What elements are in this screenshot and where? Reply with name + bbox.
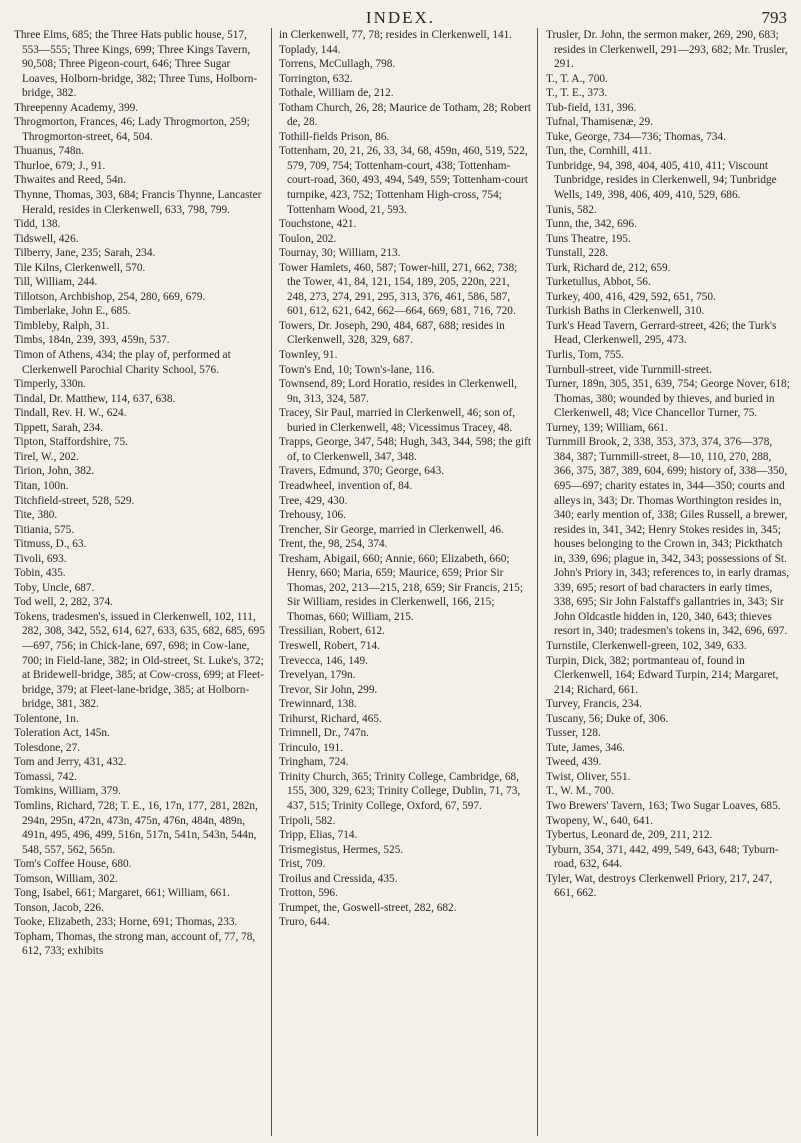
index-entry: Tomlins, Richard, 728; T. E., 16, 17n, 177, 281, 282n, 294n, 295n, 472n, 473n, 475n, 476n, 484n, 489n, 491n, 495, 496, 499, 516n, 517n, 541n, 543n, 544n, 548, 557, 562, 565n. bbox=[14, 799, 258, 856]
index-entry: Tuscany, 56; Duke of, 306. bbox=[546, 712, 669, 725]
index-entry: Toleration Act, 145n. bbox=[14, 727, 110, 740]
index-entry: Throgmorton, Frances, 46; Lady Throgmorton, 259; Throgmorton-street, 64, 504. bbox=[14, 116, 250, 143]
index-entry: Tilberry, Jane, 235; Sarah, 234. bbox=[14, 247, 156, 260]
index-entry: Treadwheel, invention of, 84. bbox=[279, 479, 413, 492]
index-entry: Three Elms, 685; the Three Hats public house, 517, 553—555; Three Kings, 699; Three Kings Tavern, 90,508; Three Pigeon-court, 646; Three Sugar Loaves, Holborn-bridge, 382; Three Tuns, Holborn-bridge, 382. bbox=[14, 29, 258, 100]
index-entry: Trencher, Sir George, married in Clerkenwell, 46. bbox=[279, 523, 504, 536]
index-entry: Titmuss, D., 63. bbox=[14, 538, 87, 551]
index-entry: Tokens, tradesmen's, issued in Clerkenwell, 102, 111, 282, 308, 342, 552, 614, 627, 633, 635, 682, 685, 695—697, 756; in Chick-lane, 697, 698; in Cow-lane, 700; in Field-lane, 382; in Old-street, St. Luke's, 372; at Bridewell-bridge, 385; at Cow-cross, 699; at Fleet-bridge, 379; at Fleet-lane-bridge, 385; at Holborn-bridge, 381, 382. bbox=[14, 610, 265, 711]
index-entry: Tothale, William de, 212. bbox=[279, 87, 394, 100]
index-entry: Tomkins, William, 379. bbox=[14, 785, 121, 798]
column-divider bbox=[537, 28, 538, 1136]
index-entry: Turk's Head Tavern, Gerrard-street, 426; the Turk's Head, Clerkenwell, 295, 473. bbox=[546, 319, 777, 347]
index-entry: Twopeny, W., 640, 641. bbox=[546, 814, 654, 827]
index-entry: Turner, 189n, 305, 351, 639, 754; George Nover, 618; Thomas, 380; wounded by thieves, and buried in Clerkenwell, 48; Vice Chancellor Turner, 75. bbox=[546, 378, 790, 420]
index-entry: Titiania, 575. bbox=[14, 523, 75, 536]
index-entry: Tripp, Elias, 714. bbox=[279, 829, 358, 842]
index-entry: Tirion, John, 382. bbox=[14, 465, 95, 478]
index-column-3 bbox=[546, 28, 790, 901]
index-entry: Trevor, Sir John, 299. bbox=[279, 683, 378, 696]
page-number: 793 bbox=[761, 8, 787, 27]
index-entry: Tweed, 439. bbox=[546, 756, 602, 769]
index-entry: Trevelyan, 179n. bbox=[279, 669, 356, 682]
index-entry: Trismegistus, Hermes, 525. bbox=[279, 843, 404, 856]
index-entry: Timbleby, Ralph, 31. bbox=[14, 319, 110, 332]
index-entry: Tresham, Abigail, 660; Annie, 660; Elizabeth, 660; Henry, 660; Maria, 659; Maurice, 659; Prior Sir Thomas, 202, 213—215, 218, 659; Sir Francis, 215; Sir William, resides in Clerkenwell, 166, 215; Thomas, 660; William, 215. bbox=[279, 552, 523, 623]
index-entry: T., T. E., 373. bbox=[546, 87, 608, 100]
index-entry: Travers, Edmund, 370; George, 643. bbox=[279, 465, 445, 478]
index-entry: Tonson, Jacob, 226. bbox=[14, 901, 104, 914]
index-entry: Trent, the, 98, 254, 374. bbox=[279, 538, 388, 551]
index-entry: Tripoli, 582. bbox=[279, 814, 336, 827]
index-entry: Trotton, 596. bbox=[279, 887, 338, 900]
index-entry: Tolesdone, 27. bbox=[14, 741, 81, 754]
index-entry: Torrens, McCullagh, 798. bbox=[279, 58, 396, 71]
index-entry: Thurloe, 679; J., 91. bbox=[14, 159, 106, 172]
index-entry: Tun, the, Cornhill, 411. bbox=[546, 145, 652, 158]
index-entry: Timberlake, John E., 685. bbox=[14, 305, 131, 318]
index-entry: Tile Kilns, Clerkenwell, 570. bbox=[14, 261, 146, 274]
index-entry: Tyburn, 354, 371, 442, 499, 549, 643, 648; Tyburn-road, 632, 644. bbox=[546, 843, 779, 871]
index-entry: Totham Church, 26, 28; Maurice de Totham, 28; Robert de, 28. bbox=[279, 101, 532, 129]
index-entry: Town's End, 10; Town's-lane, 116. bbox=[279, 363, 435, 376]
index-entry: Tringham, 724. bbox=[279, 756, 349, 769]
index-entry: Titan, 100n. bbox=[14, 479, 69, 492]
index-entry: Till, William, 244. bbox=[14, 276, 98, 289]
index-entry: Tree, 429, 430. bbox=[279, 494, 348, 507]
column-divider bbox=[271, 28, 272, 1136]
index-entry: Trevecca, 146, 149. bbox=[279, 654, 368, 667]
index-entry: Toplady, 144. bbox=[279, 43, 341, 56]
index-entry: Troilus and Cressida, 435. bbox=[279, 872, 398, 885]
index-entry: Trapps, George, 347, 548; Hugh, 343, 344, 598; the gift of, to Clerkenwell, 347, 348. bbox=[279, 436, 531, 463]
index-entry: Turketullus, Abbot, 56. bbox=[546, 276, 651, 289]
index-entry: Turnstile, Clerkenwell-green, 102, 349, 633. bbox=[546, 639, 747, 652]
index-entry: Tindal, Dr. Matthew, 114, 637, 638. bbox=[14, 392, 176, 405]
index-entry: Trimnell, Dr., 747n. bbox=[279, 727, 369, 740]
index-entry: Turnmill Brook, 2, 338, 353, 373, 374, 376—378, 384, 387; Turnmill-street, 8—10, 110, 270, 288, 366, 375, 387, 389, 604, 699; history of, 338—350, 695—697; charity estates in, 344—350; courts and alleys in, 343; Dr. Thomas Worthington resides in, 340; early mention of, 338; Giles Russell, a brewer, resides in, 341, 342; Henry Stokes resides in, 345; houses belonging to the Crown in, 343; Pickthatch in, 339, 696; plague in, 342, 343; possessions of St. John's Priory in, 343; references to, in early dramas, 339, 695; resort of bad characters in early times, 338, 695; Sir John Falstaff's gallantries in, 343; Sir John Oldcastle hidden in, 120, 340, 643; thieves resort in, 340; tradesmen's tokens in, 342, 696, 697. bbox=[546, 436, 790, 638]
index-entry: Tidswell, 426. bbox=[14, 232, 79, 245]
index-entry: Twist, Oliver, 551. bbox=[546, 770, 631, 783]
index-entry: Tomson, William, 302. bbox=[14, 872, 118, 885]
index-entry: Trist, 709. bbox=[279, 858, 326, 871]
index-entry: Townsend, 89; Lord Horatio, resides in Clerkenwell, 9n, 313, 324, 587. bbox=[279, 378, 517, 405]
index-entry: Tower Hamlets, 460, 587; Tower-hill, 271, 662, 738; the Tower, 41, 84, 121, 154, 189, 205, 220n, 221, 248, 273, 274, 291, 295, 313, 376, 461, 586, 587, 601, 612, 621, 642, 662—664, 669, 681, 716, 720. bbox=[279, 261, 518, 318]
index-entry: Tooke, Elizabeth, 233; Horne, 691; Thomas, 233. bbox=[14, 916, 238, 929]
index-entry: Tournay, 30; William, 213. bbox=[279, 247, 401, 260]
index-entry: Tunstall, 228. bbox=[546, 247, 609, 260]
index-entry: Treswell, Robert, 714. bbox=[279, 639, 380, 652]
index-entry: Tuns Theatre, 195. bbox=[546, 232, 631, 245]
index-entry: Tunbridge, 94, 398, 404, 405, 410, 411; Viscount Tunbridge, resides in Clerkenwell, 94; Tunbridge Wells, 149, 398, 406, 409, 410, 529, 686. bbox=[546, 159, 777, 202]
index-entry: T., T. A., 700. bbox=[546, 72, 608, 85]
index-entry: Timbs, 184n, 239, 393, 459n, 537. bbox=[14, 334, 170, 347]
index-entry: Trehousy, 106. bbox=[279, 509, 346, 522]
index-entry: Tindall, Rev. H. W., 624. bbox=[14, 407, 127, 420]
index-entry: Tressilian, Robert, 612. bbox=[279, 625, 385, 638]
index-entry: Toby, Uncle, 687. bbox=[14, 581, 95, 594]
index-entry: Tipton, Staffordshire, 75. bbox=[14, 436, 128, 449]
index-column-2 bbox=[279, 28, 532, 930]
index-entry: Turney, 139; William, 661. bbox=[546, 421, 668, 434]
index-entry: Towers, Dr. Joseph, 290, 484, 687, 688; resides in Clerkenwell, 328, 329, 687. bbox=[279, 319, 505, 347]
index-entry: Topham, Thomas, the strong man, account of, 77, 78, 612, 733; exhibits bbox=[14, 930, 256, 958]
index-entry: Toulon, 202. bbox=[279, 232, 337, 245]
index-entry: Turkey, 400, 416, 429, 592, 651, 750. bbox=[546, 290, 716, 303]
index-entry: Tub-field, 131, 396. bbox=[546, 101, 637, 114]
index-entry: Tothill-fields Prison, 86. bbox=[279, 130, 390, 143]
index-entry: Townley, 91. bbox=[279, 349, 338, 362]
index-entry: Threepenny Academy, 399. bbox=[14, 101, 139, 114]
index-entry: Tolentone, 1n. bbox=[14, 712, 79, 725]
index-entry: Trihurst, Richard, 465. bbox=[279, 712, 382, 725]
index-entry: Timperly, 330n. bbox=[14, 378, 86, 391]
index-entry: Trumpet, the, Goswell-street, 282, 682. bbox=[279, 901, 457, 914]
index-entry: Tillotson, Archbishop, 254, 280, 669, 679. bbox=[14, 290, 206, 303]
index-entry: Tippett, Sarah, 234. bbox=[14, 421, 104, 434]
index-entry: Turvey, Francis, 234. bbox=[546, 698, 642, 711]
index-entry: Timon of Athens, 434; the play of, performed at Clerkenwell Parochial Charity School, 576. bbox=[14, 349, 231, 376]
index-entry: T., W. M., 700. bbox=[546, 785, 614, 798]
index-entry: Tuke, George, 734—736; Thomas, 734. bbox=[546, 130, 726, 143]
index-entry: Tunn, the, 342, 696. bbox=[546, 218, 637, 231]
index-entry: Thuanus, 748n. bbox=[14, 145, 84, 158]
index-entry: Tirel, W., 202. bbox=[14, 450, 79, 463]
index-entry: Thynne, Thomas, 303, 684; Francis Thynne, Lancaster Herald, resides in Clerkenwell, 633, 798, 799. bbox=[14, 189, 262, 216]
index-entry: Trinculo, 191. bbox=[279, 741, 343, 754]
index-column-1 bbox=[14, 28, 266, 959]
index-entry: Turk, Richard de, 212, 659. bbox=[546, 261, 671, 274]
index-entry: Tite, 380. bbox=[14, 509, 58, 522]
index-entry: Tong, Isabel, 661; Margaret, 661; William, 661. bbox=[14, 887, 230, 900]
index-entry: Turkish Baths in Clerkenwell, 310. bbox=[546, 305, 705, 318]
index-entry: Truro, 644. bbox=[279, 916, 330, 929]
index-entry: Tottenham, 20, 21, 26, 33, 34, 68, 459n, 460, 519, 522, 579, 709, 754; Tottenham-court, 438; Tottenham-court-road, 360, 493, 494, 549, 559; Tottenham-court turnpike, 423, 752; Tottenham High-cross, 754; Tottenham Wood, 21, 593. bbox=[279, 145, 528, 216]
index-entry: Turpin, Dick, 382; portmanteau of, found in Clerkenwell, 164; Edward Turpin, 214; Margaret, 214; Richard, 661. bbox=[546, 654, 779, 696]
running-title: INDEX. bbox=[365, 8, 436, 27]
index-entry: Turlis, Tom, 755. bbox=[546, 349, 624, 362]
index-entry: Trinity Church, 365; Trinity College, Cambridge, 68, 155, 300, 329, 623; Trinity College, Dublin, 71, 73, 437, 515; Trinity College, Oxford, 67, 597. bbox=[279, 770, 521, 812]
index-entry: Tobin, 435. bbox=[14, 567, 66, 580]
index-entry: Tybertus, Leonard de, 209, 211, 212. bbox=[546, 829, 713, 842]
index-entry: Tod well, 2, 282, 374. bbox=[14, 596, 113, 609]
index-entry: Tracey, Sir Paul, married in Clerkenwell, 46; son of, buried in Clerkenwell, 48; Vicessimus Tracey, 48. bbox=[279, 407, 516, 434]
index-entry: Torrington, 632. bbox=[279, 72, 353, 85]
index-entry: Touchstone, 421. bbox=[279, 218, 357, 231]
index-entry: Trewinnard, 138. bbox=[279, 698, 357, 711]
index-entry: Tomassi, 742. bbox=[14, 770, 77, 783]
index-entry: Titchfield-street, 528, 529. bbox=[14, 494, 135, 507]
index-entry: Trusler, Dr. John, the sermon maker, 269, 290, 683; resides in Clerkenwell, 291—293, 682; Mr. Trusler, 291. bbox=[546, 29, 788, 71]
index-entry: in Clerkenwell, 77, 78; resides in Clerkenwell, 141. bbox=[279, 29, 513, 41]
index-entry: Tom and Jerry, 431, 432. bbox=[14, 756, 127, 769]
index-entry: Tunis, 582. bbox=[546, 203, 597, 216]
index-entry: Tute, James, 346. bbox=[546, 741, 625, 754]
index-entry: Tivoli, 693. bbox=[14, 552, 67, 565]
index-entry: Turnbull-street, vide Turnmill-street. bbox=[546, 363, 712, 376]
index-entry: Tidd, 138. bbox=[14, 218, 61, 231]
index-entry: Thwaites and Reed, 54n. bbox=[14, 174, 126, 187]
index-entry: Tufnal, Thamisenæ, 29. bbox=[546, 116, 654, 129]
index-entry: Tyler, Wat, destroys Clerkenwell Priory, 217, 247, 661, 662. bbox=[546, 872, 773, 900]
index-entry: Two Brewers' Tavern, 163; Two Sugar Loaves, 685. bbox=[546, 799, 781, 812]
index-entry: Tusser, 128. bbox=[546, 727, 601, 740]
index-entry: Tom's Coffee House, 680. bbox=[14, 858, 132, 871]
